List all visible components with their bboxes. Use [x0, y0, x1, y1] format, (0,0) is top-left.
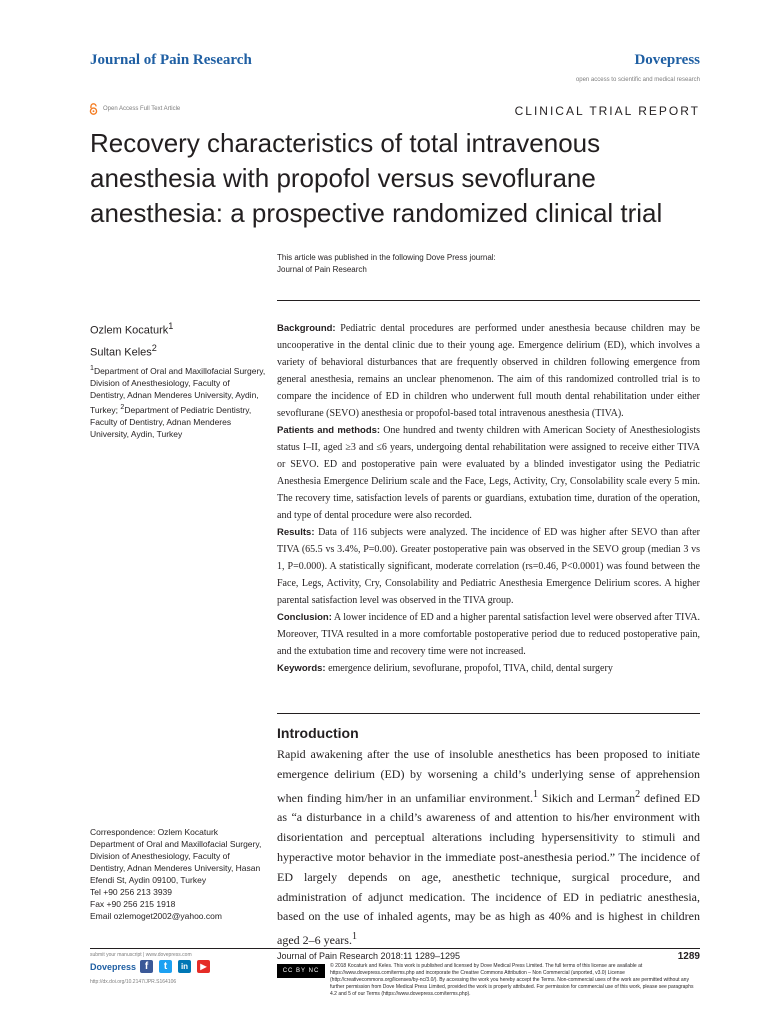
submit-manuscript-link[interactable]: submit your manuscript | www.dovepress.com	[90, 952, 192, 958]
open-access-label: Open Access Full Text Article	[103, 106, 181, 112]
citation: Journal of Pain Research 2018:11 1289–1295	[277, 951, 460, 961]
intro-paragraph: Rapid awakening after the use of insoluble anesthetics has been proposed to initiate emergence delirium (ED) by worsening a child’s underlying sense of apprehension when finding him/her in an unfamiliar environment.$^1$ Sikich and Lerman$^2$ defined ED as “a disturbance in a child’s awareness of and attention to his/her environment with disorientation and perceptual alterations including hypersensitivity to stimuli and hyperactive motor behavior in the immediate post-anesthesia period.” The incidence of ED largely depends on age, anesthetic technique, surgical procedure, and administration of adjunct medication. The incidence of ED in pediatric anesthesia, based on the use of inhaled agents, may be as high as 40% and is highest in children aged 2–6 years.$^1$	[277, 747, 700, 948]
facebook-icon[interactable]: f	[140, 960, 153, 973]
divider	[277, 300, 700, 301]
email-link[interactable]: Email ozlemoget2002@yahoo.com	[90, 911, 222, 921]
dovepress-footer-logo[interactable]: Dovepress	[90, 962, 137, 972]
publication-journal-link[interactable]: Journal of Pain Research	[277, 265, 367, 274]
divider	[90, 948, 700, 949]
abstract-methods: Patients and methods: One hundred and twenty children with American Society of Anesthesiologists status I–II, aged ≥3 and ≤6 years, undergoing dental rehabilitation were assigned to receive either TIVA or SEVO. ED and postoperative pain were evaluated by a blinded investigator using the Pediatric Anesthesia Emergence Delirium scale and the Face, Legs, Activity, Cry, Consolability scale every 5 min. The recovery time, satisfaction levels of parents or guardians, extubation time, duration of the operation, and type of dental procedure were also recorded.	[277, 425, 701, 521]
abstract-background: Background: Pediatric dental procedures are performed under anesthesia because children may be uncooperative in the dental clinic due to their young age. Emergence delirium (ED), which involves a variety of behavioral disturbances that are frequently observed in children following emergence from general anesthesia, remains an unclear phenomenon. The aim of this randomized controlled trial is to compare the incidence of ED in children who underwent full mouth dental rehabilitation under either sevoflurane (SEVO) anesthesia or propofol-based total intravenous anesthesia (TIVA).	[277, 323, 700, 419]
abstract-conclusion: Conclusion: A lower incidence of ED and a higher parental satisfaction level were observed after TIVA. Moreover, TIVA resulted in a more comfortable postoperative period due to reduced postoperative pain, and the extubation time and recovery time were not increased.	[277, 612, 700, 657]
title-line: anesthesia with propofol versus sevoflurane	[90, 163, 596, 193]
open-access-icon	[89, 103, 98, 115]
publisher-tagline: open access to scientific and medical research	[575, 77, 700, 83]
reference-link[interactable]: 1	[351, 931, 357, 943]
abstract-results: Results: Data of 116 subjects were analyzed. The incidence of ED was higher after SEVO than after TIVA (65.5 vs 3.4%, P=0.00). Greater postoperative pain was observed in the SEVO group (median 3 vs 1, P=0.000). A statistically significant, moderate correlation (rs=0.46, P<0.0001) was found between the Face, Legs, Activity, Cry, Consolability and Pediatric Anesthesia Emergence Delirium scores. A higher parental satisfaction level was observed in the TIVA group.	[277, 527, 700, 606]
article-title	[90, 126, 710, 231]
page-number: 1289	[677, 951, 700, 962]
author-list	[90, 318, 173, 361]
author: Ozlem Kocaturk$^1$	[90, 321, 174, 337]
title-line: anesthesia: a prospective randomized clinical trial	[90, 198, 663, 228]
open-access-row	[89, 103, 180, 115]
author: Sultan Keles$^2$	[90, 342, 157, 359]
title-line: Recovery characteristics of total intravenous	[90, 128, 601, 158]
divider	[277, 713, 700, 714]
abstract	[277, 320, 700, 677]
twitter-icon[interactable]: t	[159, 960, 172, 973]
linkedin-icon[interactable]: in	[178, 960, 191, 973]
journal-name[interactable]: Journal of Pain Research	[90, 52, 252, 68]
reference-link[interactable]: 1	[532, 788, 538, 800]
cc-license-icon[interactable]: CC BY NC	[277, 964, 325, 978]
publication-note	[277, 252, 496, 276]
doi-link[interactable]: http://dx.doi.org/10.2147/JPR.S164106	[90, 979, 177, 985]
article-type: CLINICAL TRIAL REPORT	[514, 104, 700, 118]
reference-link[interactable]: 2	[635, 788, 641, 800]
section-heading: Introduction	[277, 725, 359, 741]
publisher-logo[interactable]: Dovepress	[634, 52, 700, 68]
license-text: © 2018 Kocaturk and Keles. This work is published and licensed by Dove Medical Press Limited. The full terms of this license are available at https://www.dovepress.com/terms.php and incorporate the Creative Commons Attribution – Non Commercial (unported, v3.0) License (http://creativecommons.org/licenses/by-nc/3.0/). By accessing the work you hereby accept the Terms. Non-commercial uses of the work are permitted without any further permission from Dove Medical Press Limited, provided the work is properly attributed. For permission for commercial use of this work, please see paragraphs 4.2 and 5 of our Terms (https://www.dovepress.com/terms.php).	[330, 963, 694, 997]
abstract-keywords: Keywords: emergence delirium, sevoflurane, propofol, TIVA, child, dental surgery	[277, 663, 613, 674]
publication-note-line: This article was published in the following Dove Press journal:	[277, 253, 496, 262]
correspondence: Correspondence: Ozlem Kocaturk Department of Oral and Maxillofacial Surgery, Division of Anesthesiology, Faculty of Dentistry, Adnan Menderes University, Hasan Efendi St, Aydin 09100, Turkey Tel +90 256 213 3939 Fax +90 256 215 1918 Email ozlemoget2002@yahoo.com	[90, 826, 266, 922]
social-links	[140, 960, 210, 973]
affiliations: $^1$Department of Oral and Maxillofacial Surgery, Division of Anesthesiology, Faculty of Dentistry, Adnan Menderes University, Aydin, Turkey; $^2$Department of Pediatric Dentistry, Faculty of Dentistry, Adnan Menderes University, Aydin, Turkey	[90, 364, 266, 439]
youtube-icon[interactable]: ▶	[197, 960, 210, 973]
